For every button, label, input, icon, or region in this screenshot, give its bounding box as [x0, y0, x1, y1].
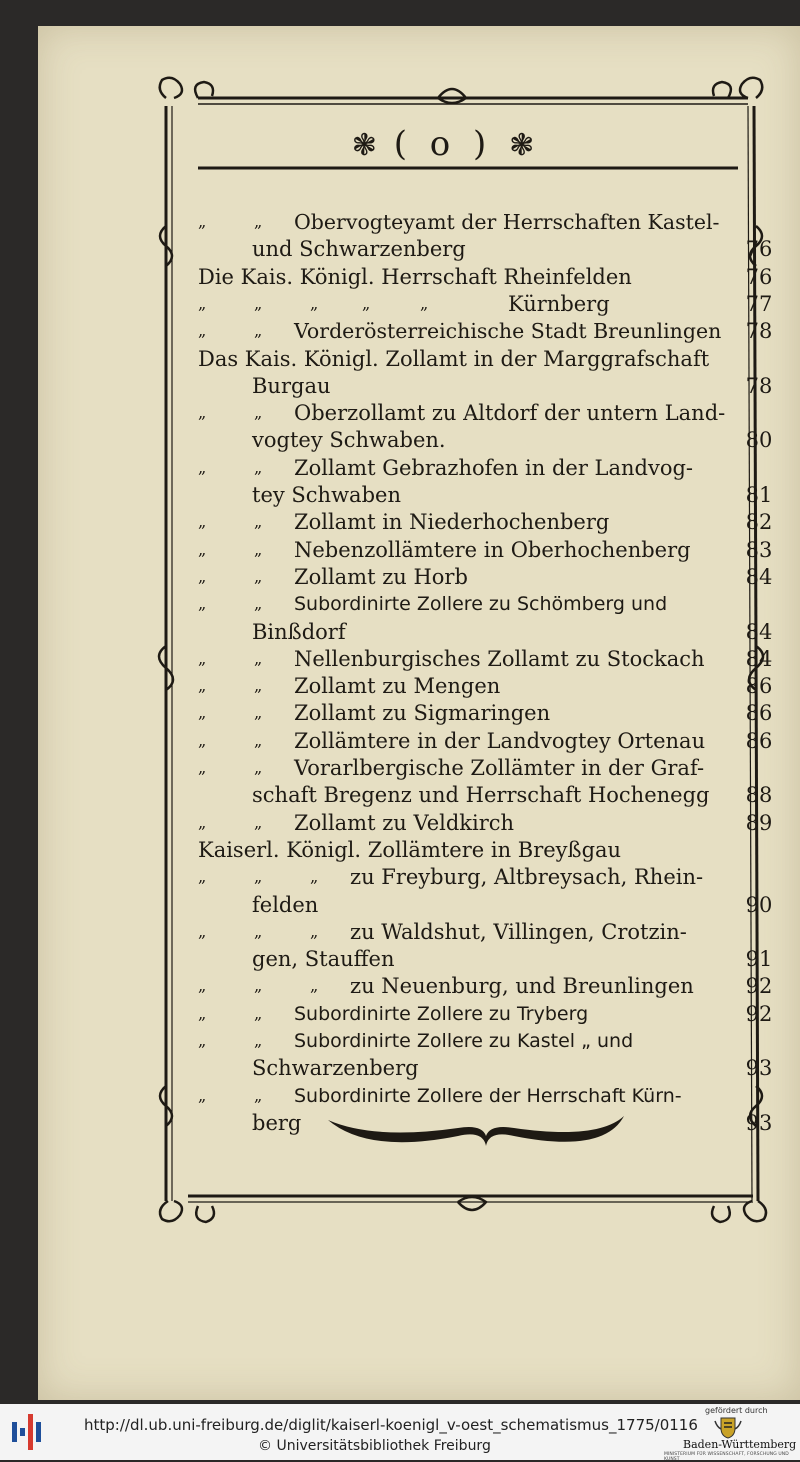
ditto-mark: „ [254, 731, 263, 750]
flower-ornament-left: ❃ [351, 128, 377, 163]
toc-entry-text: felden [252, 893, 319, 917]
toc-entry-text: Subordinirte Zollere der Herrschaft Kürn- [294, 1085, 682, 1107]
copyright-notice: © Universitätsbibliothek Freiburg [258, 1438, 491, 1454]
ditto-mark: „ [254, 1031, 263, 1050]
ditto-mark: „ [254, 649, 263, 668]
toc-page-number: 82 [745, 510, 773, 534]
sponsor-ministry: MINISTERIUM FÜR WISSENSCHAFT, FORSCHUNG UND KUNST [664, 1452, 789, 1462]
ditto-mark: „ [254, 212, 263, 231]
ditto-mark: „ [254, 922, 263, 941]
ditto-mark: „ [254, 1004, 263, 1023]
viewer-footer [0, 1404, 800, 1460]
flower-ornament-right: ❃ [509, 128, 535, 163]
ditto-mark: „ [198, 294, 207, 313]
ditto-mark: „ [254, 703, 263, 722]
toc-entry-text: berg [252, 1111, 302, 1135]
toc-entry-text: Nellenburgisches Zollamt zu Stockach [294, 647, 705, 671]
toc-page-number: 81 [745, 483, 773, 507]
toc-page-number: 78 [745, 374, 773, 398]
ditto-mark: „ [254, 403, 263, 422]
toc-entry-text: Zollamt in Niederhochenberg [294, 510, 610, 534]
toc-entry-text: zu Freyburg, Altbreysach, Rhein- [350, 865, 704, 889]
ditto-mark: „ [254, 813, 263, 832]
toc-entry-text: Zollamt Gebrazhofen in der Landvog- [294, 456, 694, 480]
ditto-mark: „ [198, 703, 207, 722]
ditto-mark: „ [254, 294, 263, 313]
toc-page-number: 78 [745, 319, 773, 343]
ditto-mark: „ [254, 758, 263, 777]
toc-page-number: 84 [745, 620, 773, 644]
toc-page-number: 77 [745, 292, 773, 316]
toc-page-number: 83 [745, 538, 773, 562]
toc-page-number: 84 [745, 565, 773, 589]
ditto-mark: „ [254, 867, 263, 886]
toc-entry-text: Zollamt zu Mengen [294, 674, 501, 698]
toc-entry-text: zu Waldshut, Villingen, Crotzin- [350, 920, 687, 944]
toc-page-number: 84 [745, 647, 773, 671]
toc-page-number: 86 [745, 729, 773, 753]
ditto-mark: „ [198, 403, 207, 422]
ditto-mark: „ [310, 976, 319, 995]
toc-page-number: 90 [745, 893, 773, 917]
ditto-mark: „ [254, 594, 263, 613]
toc-entry-text: Vorarlbergische Zollämter in der Graf- [294, 756, 705, 780]
toc-entry-text: zu Neuenburg, und Breunlingen [350, 974, 694, 998]
toc-entry-text: Zollamt zu Veldkirch [294, 811, 515, 835]
toc-entry-text: gen, Stauffen [252, 947, 395, 971]
toc-entry-text: Obervogteyamt der Herrschaften Kastel- [294, 210, 720, 234]
page-number: ( o ) [393, 124, 493, 164]
ditto-mark: „ [254, 1086, 263, 1105]
sponsor-caption: gefördert durch [705, 1406, 768, 1415]
toc-page-number: 86 [745, 674, 773, 698]
page-heading [188, 124, 698, 164]
toc-page-number: 92 [745, 1002, 773, 1026]
ditto-mark: „ [198, 922, 207, 941]
toc-page-number: 91 [745, 947, 773, 971]
toc-entry-text: vogtey Schwaben. [252, 428, 446, 452]
ditto-mark: „ [254, 458, 263, 477]
toc-entry-text: tey Schwaben [252, 483, 401, 507]
toc-entry-text: Kürnberg [508, 292, 610, 316]
ditto-mark: „ [310, 867, 319, 886]
ditto-mark: „ [198, 649, 207, 668]
ditto-mark: „ [198, 594, 207, 613]
toc-entry-text: Zollamt zu Horb [294, 565, 468, 589]
library-logo-icon [10, 1412, 50, 1452]
toc-entry-text: Oberzollamt zu Altdorf der untern Land- [294, 401, 726, 425]
source-url[interactable]: http://dl.ub.uni-freiburg.de/diglit/kaiserl-koenigl_v-oest_schematismus_1775/0116 [84, 1416, 698, 1434]
ditto-mark: „ [198, 458, 207, 477]
ditto-mark: „ [198, 567, 207, 586]
toc-entry-text: Burgau [252, 374, 331, 398]
ditto-mark: „ [198, 758, 207, 777]
ditto-mark: „ [254, 540, 263, 559]
ditto-mark: „ [420, 294, 429, 313]
ditto-mark: „ [198, 676, 207, 695]
toc-entry-text: Zollamt zu Sigmaringen [294, 701, 551, 725]
toc-entry-text: Das Kais. Königl. Zollamt in der Marggrafschaft [198, 347, 710, 371]
toc-entry-text: und Schwarzenberg [252, 237, 466, 261]
ditto-mark: „ [198, 813, 207, 832]
toc-entry-text: Nebenzollämtere in Oberhochenberg [294, 538, 691, 562]
ditto-mark: „ [310, 922, 319, 941]
toc-page-number: 76 [745, 237, 773, 261]
ditto-mark: „ [198, 867, 207, 886]
ditto-mark: „ [254, 321, 263, 340]
ditto-mark: „ [198, 1031, 207, 1050]
toc-page-number: 93 [745, 1056, 773, 1080]
toc-page-number: 80 [745, 428, 773, 452]
ditto-mark: „ [310, 294, 319, 313]
toc-entry-text: Subordinirte Zollere zu Kastel „ und [294, 1030, 634, 1052]
toc-entry-text: Schwarzenberg [252, 1056, 419, 1080]
toc-entry-text: Subordinirte Zollere zu Tryberg [294, 1003, 589, 1025]
ditto-mark: „ [254, 976, 263, 995]
ditto-mark: „ [254, 676, 263, 695]
toc-page-number: 86 [745, 701, 773, 725]
ditto-mark: „ [254, 512, 263, 531]
ditto-mark: „ [362, 294, 371, 313]
toc-entry-text: Kaiserl. Königl. Zollämtere in Breyßgau [198, 838, 622, 862]
scanned-page [38, 26, 800, 1400]
toc-entry-text: Binßdorf [252, 620, 346, 644]
toc-page-number: 89 [745, 811, 773, 835]
ditto-mark: „ [198, 976, 207, 995]
coat-of-arms-icon [713, 1415, 743, 1439]
toc-page-number: 92 [745, 974, 773, 998]
toc-entry-text: schaft Bregenz und Herrschaft Hochenegg [252, 783, 710, 807]
ditto-mark: „ [198, 212, 207, 231]
toc-entry-text: Zollämtere in der Landvogtey Ortenau [294, 729, 706, 753]
ditto-mark: „ [198, 1086, 207, 1105]
ditto-mark: „ [198, 1004, 207, 1023]
ditto-mark: „ [198, 512, 207, 531]
toc-page-number: 76 [745, 265, 773, 289]
toc-page-number: 88 [745, 783, 773, 807]
sponsor-name: Baden-Württemberg [683, 1438, 797, 1451]
ditto-mark: „ [254, 567, 263, 586]
toc-entry-text: Subordinirte Zollere zu Schömberg und [294, 593, 668, 615]
ditto-mark: „ [198, 731, 207, 750]
toc-page-number: 93 [745, 1111, 773, 1135]
toc-entry-text: Die Kais. Königl. Herrschaft Rheinfelden [198, 265, 632, 289]
ditto-mark: „ [198, 321, 207, 340]
toc-entry-text: Vorderösterreichische Stadt Breunlingen [294, 319, 722, 343]
ditto-mark: „ [198, 540, 207, 559]
